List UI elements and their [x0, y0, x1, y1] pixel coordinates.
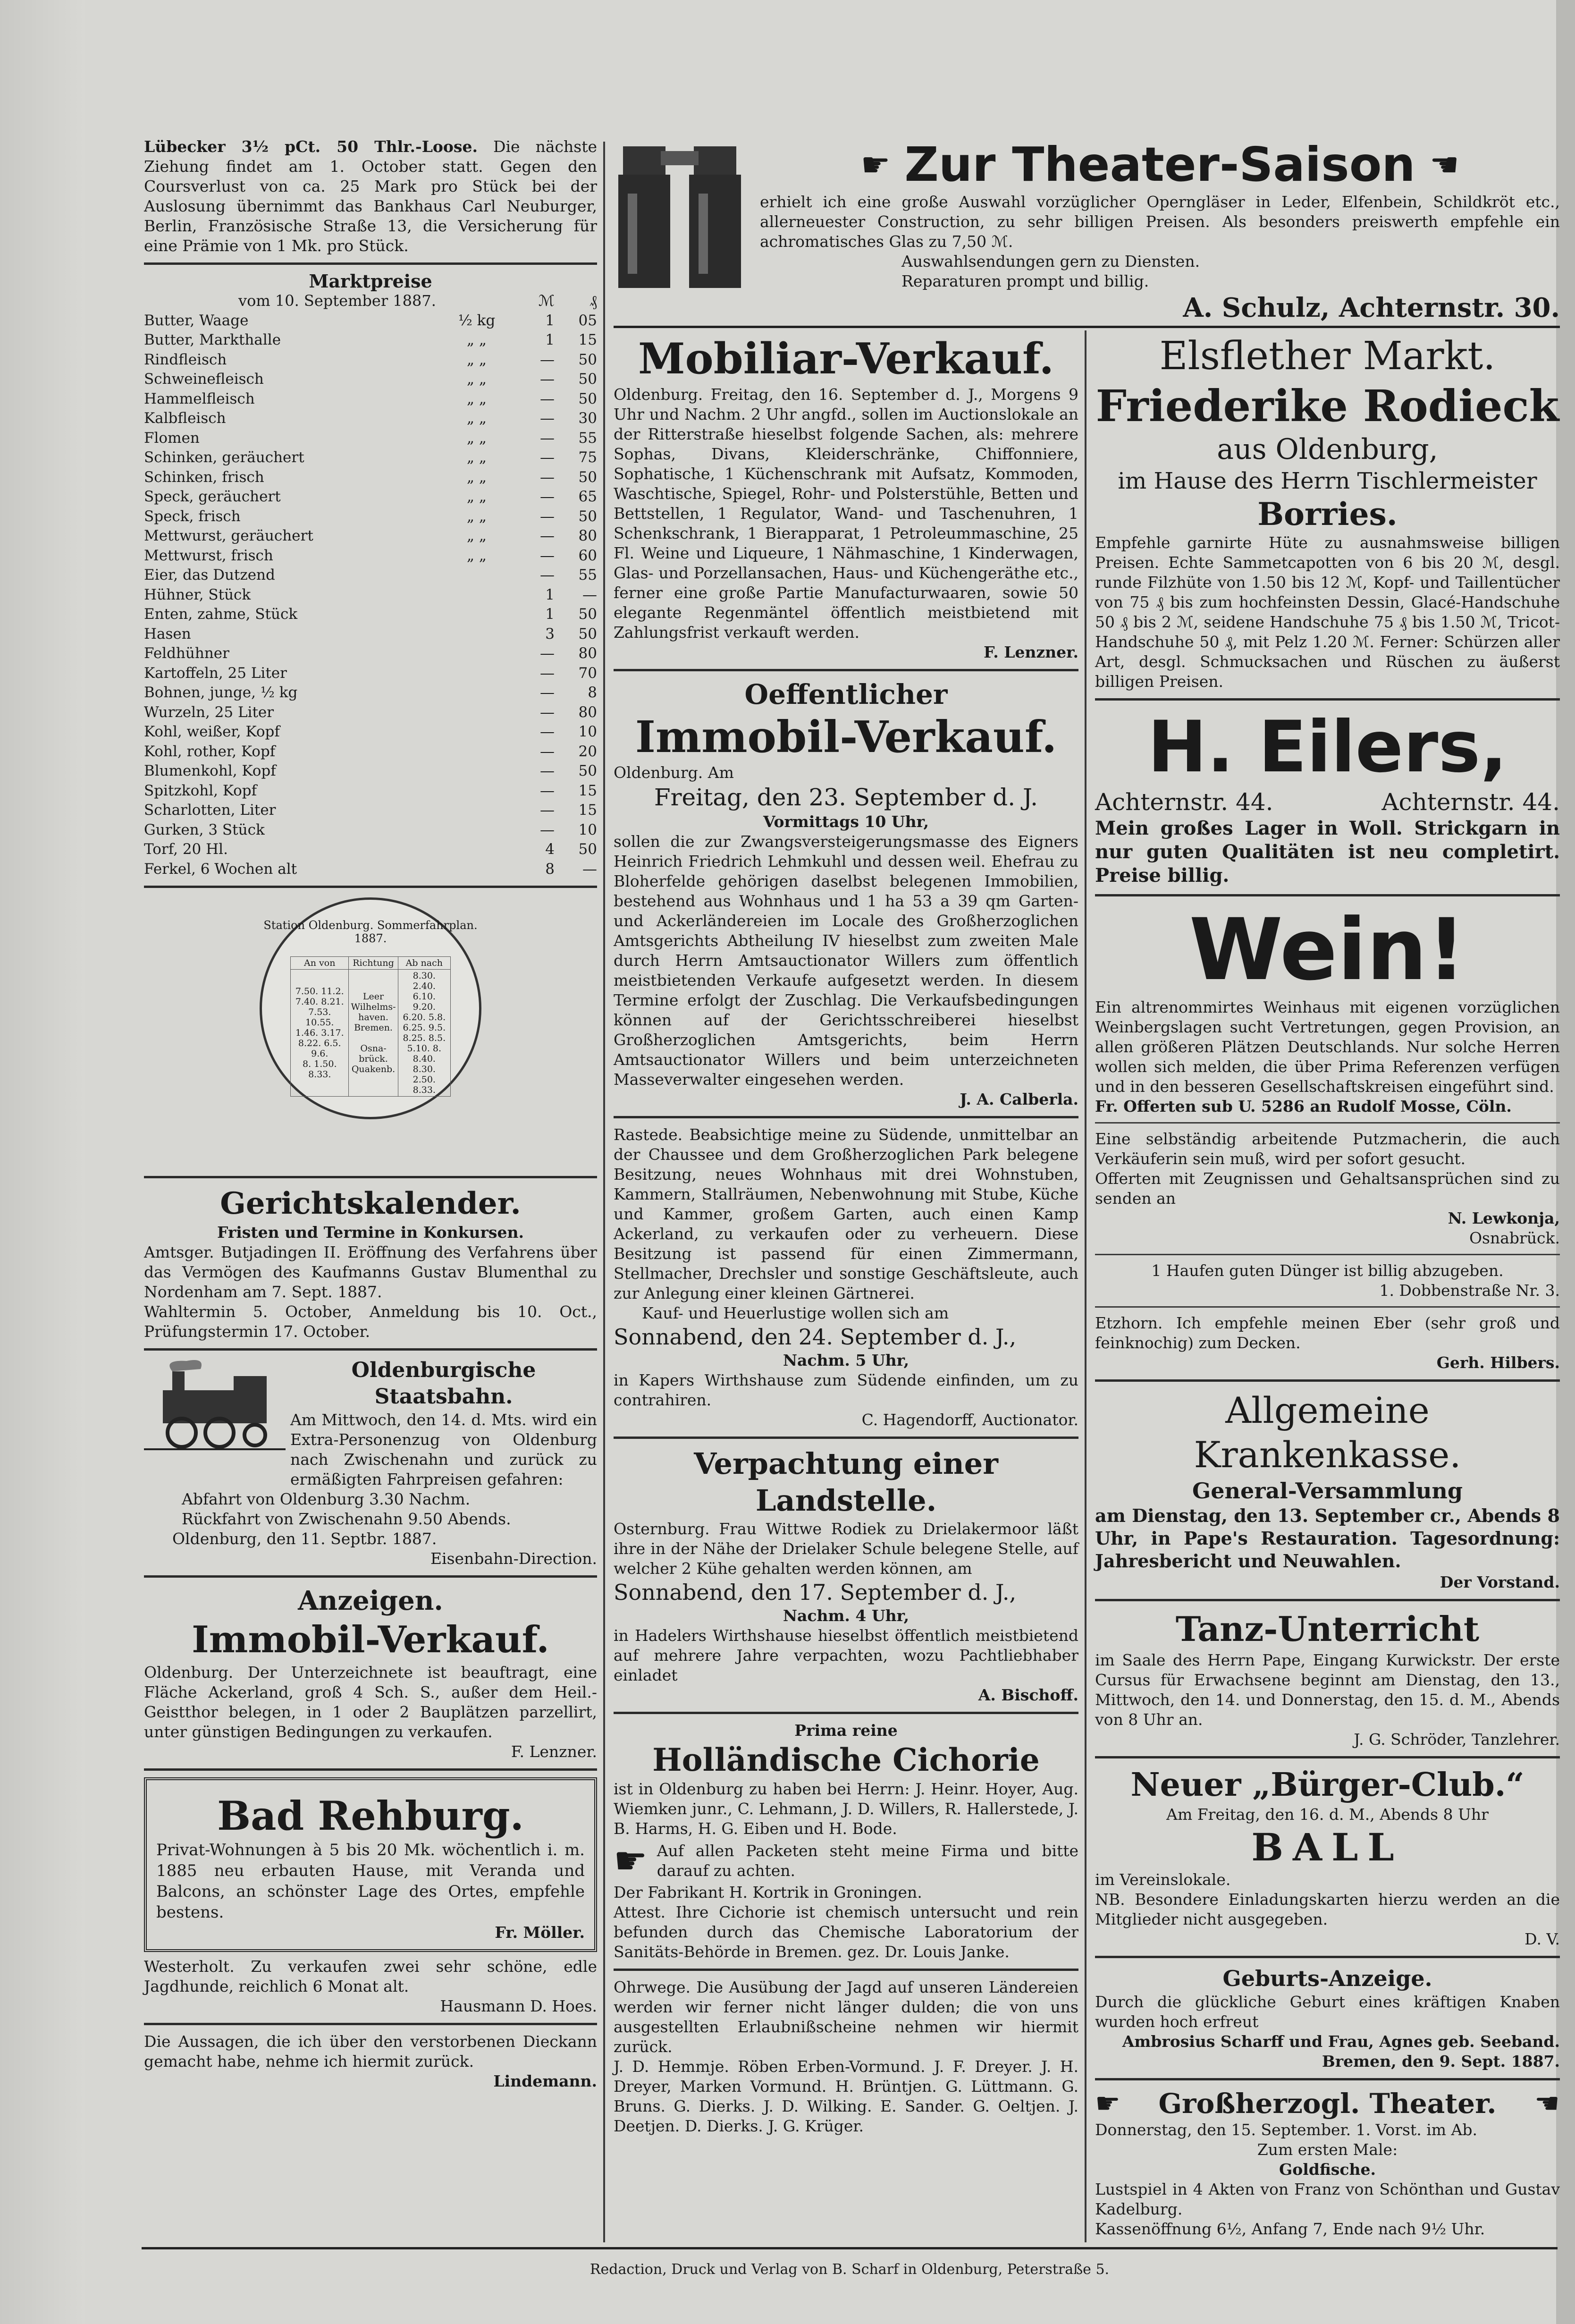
- market-pfennig: 15: [578, 331, 597, 348]
- market-pfennig: —: [582, 860, 597, 878]
- market-mark: —: [540, 390, 555, 407]
- elsfleth-borries: Borries.: [1257, 496, 1398, 532]
- market-pfennig: 75: [578, 449, 597, 466]
- immobil2-time: Vormittags 10 Uhr,: [763, 812, 929, 831]
- market-mark: —: [540, 782, 555, 799]
- divider: [1095, 2078, 1560, 2080]
- market-item: Schinken, frisch: [144, 468, 264, 486]
- mobiliar-signature: F. Lenzner.: [984, 643, 1078, 661]
- market-row: [144, 781, 597, 801]
- landstelle-place: in Hadelers Wirthshause hieselbst öffentlich meistbietend auf mehrere Jahre verpachten, wozu Pachtliebhaber einladet: [614, 1626, 1078, 1684]
- rail-line-1: Abfahrt von Oldenburg 3.30 Nachm.: [182, 1490, 471, 1508]
- market-pfennig: —: [582, 586, 597, 603]
- divider: [1095, 1379, 1560, 1382]
- divider: [1095, 1756, 1560, 1758]
- pointing-hand-icon: ☛: [1429, 145, 1459, 184]
- rastede-text: Rastede. Beabsichtige meine zu Südende, unmittelbar an der Chaussee und dem Großherzoglichen Park belegene Besitzung, neues Wohnhaus mit drei Wohnstuben, Kammern, Stallräumen, Nebenwohnung mit Stube, Küche und Kammer, großem Garten, auch einen Kamp Ackerland, zu verkaufen oder zu verheuern. Diese Besitzung ist passend für einen Zimmermann, Stellmacher, Drechsler und sonstige Geschäftsleute, auch zur Anlegung einer kleinen Gärtnerei.: [614, 1125, 1078, 1302]
- court-text: Amtsger. Butjadingen II. Eröffnung des Verfahrens über das Vermögen des Kaufmanns Gustav Blumenthal zu Nordenham am 7. Sept. 1887.: [144, 1243, 597, 1301]
- column-middle: [614, 333, 1078, 2136]
- market-unit: „ „: [467, 410, 487, 427]
- putz-signature: N. Lewkonja,: [1448, 1209, 1560, 1227]
- opera-glass-line-3: Reparaturen prompt und billig.: [901, 272, 1149, 290]
- pointing-hand-icon: ☛: [860, 145, 891, 184]
- market-pfennig: 10: [578, 821, 597, 838]
- market-unit: ½ kg: [458, 312, 496, 329]
- market-unit: „ „: [467, 527, 487, 544]
- market-item: Rindfleisch: [144, 351, 227, 368]
- market-pfennig: 50: [578, 762, 597, 779]
- landstelle-date: Sonnabend, den 17. September d. J.,: [614, 1580, 1017, 1605]
- kasse-subtitle: General-Versammlung: [1192, 1478, 1463, 1504]
- opera-glass-text: erhielt ich eine große Auswahl vorzüglicher Operngläser in Leder, Elfenbein, Schildkröt etc., allerneuester Construction, zu sehr billigen Preisen. Als besonders preiswerth empfehle ein achromatisches Glas zu 7,50 ℳ.: [760, 193, 1560, 251]
- market-item: Kartoffeln, 25 Liter: [144, 664, 287, 682]
- divider: [614, 1969, 1078, 1971]
- market-pfennig: 50: [578, 351, 597, 368]
- market-item: Schweinefleisch: [144, 371, 264, 388]
- market-mark: —: [540, 429, 555, 447]
- lotto-text: Die nächste Ziehung findet am 1. October statt. Gegen den Coursverlust von ca. 25 Mark pro Stück bei der Auslosung übernimmt das Bankhaus Carl Neuburger, Berlin, Französische Straße 13, die Versicherung für eine Prämie von 1 Mk. pro Stück.: [144, 137, 597, 255]
- aussagen-text: Die Aussagen, die ich über den verstorbenen Dieckann gemacht habe, nehme ich hiermit zurück.: [144, 2032, 597, 2070]
- divider: [614, 669, 1078, 671]
- elsfleth-name: Friederike Rodieck: [1095, 380, 1559, 431]
- pointing-hand-icon: ☛: [1095, 2087, 1120, 2120]
- market-mark: —: [540, 507, 555, 525]
- market-pfennig: 50: [578, 371, 597, 388]
- market-item: Hammelfleisch: [144, 390, 255, 407]
- immobil2-signature: J. A. Calberla.: [960, 1090, 1078, 1108]
- market-header: [144, 291, 597, 311]
- market-pfennig: 15: [578, 802, 597, 819]
- market-item: Blumenkohl, Kopf: [144, 762, 276, 779]
- cichorie-note: [614, 1839, 1078, 1883]
- schedule-head-arrive: An von: [291, 957, 349, 970]
- cichorie-title: Holländische Cichorie: [652, 1741, 1040, 1778]
- lotto-ad: [144, 137, 597, 256]
- market-row: [144, 468, 597, 488]
- pointing-hand-icon: ☛: [614, 1839, 648, 1883]
- market-pfennig: 80: [578, 527, 597, 544]
- market-row: [144, 448, 597, 468]
- immobil2-pre: Oeffentlicher: [744, 678, 948, 710]
- market-mark: —: [540, 684, 555, 701]
- geburt-title: Geburts-Anzeige.: [1222, 1966, 1432, 1991]
- divider: [144, 262, 597, 265]
- market-mark: 3: [545, 625, 555, 642]
- theater-line-1: Donnerstag, den 15. September. 1. Vorst. im Ab.: [1095, 2121, 1477, 2139]
- market-item: Schinken, geräuchert: [144, 449, 304, 466]
- market-row: [144, 625, 597, 644]
- divider: [144, 2023, 597, 2025]
- tanz-signature: J. G. Schröder, Tanzlehrer.: [1354, 1730, 1560, 1749]
- rail-line-2: Rückfahrt von Zwischenahn 9.50 Abends.: [182, 1510, 511, 1528]
- market-item: Wurzeln, 25 Liter: [144, 703, 274, 721]
- elsfleth-title: Elsflether Markt.: [1159, 334, 1496, 379]
- market-row: [144, 311, 597, 331]
- cichorie-line-3: Der Fabrikant H. Kortrik in Groningen.: [614, 1883, 922, 1901]
- market-pfennig: 50: [578, 390, 597, 407]
- market-mark: 1: [545, 606, 555, 623]
- putz-line-2: Offerten mit Zeugnissen und Gehaltsansprüchen sind zu senden an: [1095, 1169, 1560, 1208]
- rehburg-title: Bad Rehburg.: [217, 1792, 524, 1839]
- market-row: [144, 330, 597, 350]
- cichorie-pre: Prima reine: [794, 1721, 898, 1740]
- elsfleth-house: im Hause des Herrn Tischlermeister: [1118, 468, 1537, 494]
- market-row: [144, 664, 597, 684]
- market-item: Spitzkohl, Kopf: [144, 782, 257, 799]
- currency-mark: ℳ: [538, 292, 555, 310]
- ohrwege-text: Ohrwege. Die Ausübung der Jagd auf unseren Ländereien werden wir ferner nicht länger dulden; die von uns ausgestellten Erlaubnißscheine nehmen wir hiermit zurück.: [614, 1978, 1078, 2056]
- rail-text: Am Mittwoch, den 14. d. Mts. wird ein Extra-Personenzug von Oldenburg nach Zwischenahn und zurück zu ermäßigten Fahrpreisen gefahren:: [290, 1411, 597, 1488]
- market-row: [144, 860, 597, 879]
- theater-header: [1095, 2087, 1560, 2120]
- schedule-arrivals: 7.50. 11.2. 7.40. 8.21. 7.53. 10.55. 1.46. 3.17. 8.22. 6.5. 9.6. 8. 1.50. 8.33.: [291, 970, 349, 1097]
- market-item: Eier, das Dutzend: [144, 566, 275, 583]
- rastede-date: Sonnabend, den 24. September d. J.,: [614, 1324, 1017, 1350]
- tanz-text: im Saale des Herrn Pape, Eingang Kurwickstr. Der erste Cursus für Erwachsene beginnt am Dienstag, den 13., Mittwoch, den 14. und Donnerstag, den 15. d. M., Abends von 8 Uhr an.: [1095, 1651, 1560, 1729]
- theater-line-5: Kassenöffnung 6½, Anfang 7, Ende nach 9½ Uhr.: [1095, 2220, 1485, 2238]
- market-row: [144, 840, 597, 860]
- footer-rule: [142, 2247, 1558, 2249]
- wein-text: Ein altrenommirtes Weinhaus mit eigenen vorzüglichen Weinbergslagen sucht Vertretungen, gegen Provision, an allen größeren Plätzen Deutschlands. Nur solche Herren wollen sich melden, die über Prima Referenzen verfügen und in den besseren Gesellschaftskreisen eingeführt sind.: [1095, 998, 1560, 1096]
- divider: [1095, 698, 1560, 701]
- market-row: [144, 350, 597, 370]
- immobil2-title: Immobil-Verkauf.: [635, 711, 1057, 762]
- market-row: [144, 585, 597, 605]
- landstelle-signature: A. Bischoff.: [978, 1686, 1078, 1704]
- opera-glass-line-2: Auswahlsendungen gern zu Diensten.: [901, 252, 1200, 270]
- market-item: Enten, zahme, Stück: [144, 606, 298, 623]
- theater-play: Goldfische.: [1279, 2160, 1376, 2179]
- court-text-2: Wahltermin 5. October, Anmeldung bis 10. Oct., Prüfungstermin 17. October.: [144, 1302, 597, 1341]
- market-item: Scharlotten, Liter: [144, 802, 276, 819]
- geburt-text: Durch die glückliche Geburt eines kräftigen Knaben wurden hoch erfreut: [1095, 1993, 1560, 2031]
- market-mark: —: [540, 664, 555, 682]
- duenger-text: 1 Haufen guten Dünger ist billig abzugeben.: [1151, 1261, 1504, 1280]
- market-date: vom 10. September 1887.: [238, 292, 436, 310]
- divider: [144, 1575, 597, 1578]
- rehburg-signature: Fr. Möller.: [495, 1923, 585, 1942]
- market-pfennig: 70: [578, 664, 597, 682]
- geburt-names: Ambrosius Scharff und Frau, Agnes geb. Seeband.: [1122, 2032, 1560, 2051]
- market-unit: „ „: [467, 371, 487, 388]
- kasse-title: Allgemeine Krankenkasse.: [1194, 1389, 1461, 1476]
- wein-offer: Fr. Offerten sub U. 5286 an Rudolf Mosse, Cöln.: [1095, 1097, 1512, 1116]
- cichorie-text: ist in Oldenburg zu haben bei Herrn: J. Heinr. Hoyer, Aug. Wiemken junr., C. Lehmann, J. D. Willers, R. Hallerstede, J. B. Harms, H. G. Eiben und H. Bode.: [614, 1780, 1078, 1838]
- buerger-ball: BALL: [1251, 1825, 1404, 1869]
- market-unit: „ „: [467, 468, 487, 486]
- market-row: [144, 703, 597, 723]
- currency-pfennig: ₰: [590, 292, 597, 310]
- divider: [1095, 1956, 1560, 1958]
- landstelle-title: Verpachtung einer Landstelle.: [694, 1446, 998, 1518]
- divider: [1095, 1599, 1560, 1601]
- rehburg-ad: [144, 1777, 597, 1952]
- schedule-directions: Leer Wilhelms- haven. Bremen. Osna- brück. Quakenb.: [349, 970, 398, 1097]
- market-row: [144, 507, 597, 527]
- market-unit: „ „: [467, 429, 487, 447]
- pointing-hand-icon: ☛: [1534, 2087, 1560, 2120]
- market-mark: —: [540, 488, 555, 505]
- rastede-signature: C. Hagendorff, Auctionator.: [861, 1411, 1078, 1429]
- market-row: [144, 566, 597, 585]
- geburt-signature: Bremen, den 9. Sept. 1887.: [1322, 2052, 1560, 2070]
- column-right: [1095, 333, 1560, 2239]
- market-pfennig: 50: [578, 625, 597, 642]
- market-item: Kalbfleisch: [144, 410, 226, 427]
- rail-ad: [144, 1357, 597, 1489]
- market-price-list: [144, 311, 597, 879]
- market-item: Speck, frisch: [144, 507, 241, 525]
- market-pfennig: 10: [578, 723, 597, 740]
- market-unit: „ „: [467, 488, 487, 505]
- divider: [144, 1348, 597, 1351]
- page-spine-shadow: [0, 0, 85, 2324]
- opera-glass-title: Zur Theater-Saison: [904, 137, 1415, 192]
- market-mark: —: [540, 527, 555, 544]
- market-item: Butter, Waage: [144, 312, 249, 329]
- train-schedule-seal: [260, 897, 481, 1119]
- market-unit: „ „: [467, 331, 487, 348]
- schedule-title: Station Oldenburg. Sommerfahrplan. 1887.: [263, 919, 478, 945]
- buerger-signature: D. V.: [1524, 1930, 1560, 1948]
- duenger-signature: 1. Dobbenstraße Nr. 3.: [1379, 1281, 1560, 1300]
- market-mark: 1: [545, 331, 555, 348]
- market-mark: —: [540, 703, 555, 721]
- ads-heading: Immobil-Verkauf.: [192, 1618, 549, 1661]
- market-mark: —: [540, 351, 555, 368]
- theater-title: Großherzogl. Theater.: [1158, 2087, 1497, 2120]
- mobiliar-text: Oldenburg. Freitag, den 16. September d. J., Morgens 9 Uhr und Nachm. 2 Uhr angfd., sollen im Auctionslokale an der Ritterstraße hieselbst folgende Sachen, als: mehrere Sophas, Divans, Kleiderschränke, Chiffonniere, Sophatische, 1 Küchenschrank mit Aufsatz, Kommoden, Waschtische, Spiegel, Rohr- und Polsterstühle, Betten und Bettstellen, 1 Regulator, Wand- und Taschenuhren, 1 Schenkschrank, 1 Bierapparat, 1 Petroleummaschine, 25 Fl. Weine und Liqueure, 1 Nähmaschine, 1 Kinderwagen, Glas- und Porzellansachen, Haus- und Küchengeräthe etc., ferner eine große Partie Manufacturwaaren, sowie 50 elegante Regenmäntel öffentlich meistbietend mit Zahlungsfrist verkauft werden.: [614, 385, 1078, 642]
- theater-line-2: Zum ersten Male:: [1257, 2140, 1398, 2159]
- divider: [144, 1768, 597, 1771]
- ohrwege-names: J. D. Hemmje. Röben Erben-Vormund. J. F. Dreyer. J. H. Dreyer, Marken Vormund. H. Brüntjen. G. Lüttmann. G. Bruns. G. Dierks. J. D. Wilking. E. Sander. G. Oeltjen. J. Deetjen. D. Dierks. J. G. Krüger.: [614, 2057, 1078, 2135]
- market-pfennig: 55: [578, 429, 597, 447]
- rail-signature: Eisenbahn-Direction.: [430, 1549, 597, 1568]
- market-unit: „ „: [467, 449, 487, 466]
- market-row: [144, 820, 597, 840]
- divider: [1095, 1306, 1560, 1308]
- column-left: [144, 137, 597, 2091]
- market-pfennig: 05: [578, 312, 597, 329]
- column-divider: [1085, 330, 1086, 2242]
- rastede-place: in Kapers Wirthshause zum Südende einfinden, um zu contrahiren.: [614, 1371, 1078, 1409]
- market-row: [144, 742, 597, 762]
- eilers-text: Mein großes Lager in Woll. Strickgarn in nur guten Qualitäten ist neu completirt. Preise billig.: [1095, 817, 1560, 887]
- divider: [1095, 1122, 1560, 1124]
- market-unit: „ „: [467, 507, 487, 525]
- market-unit: „ „: [467, 351, 487, 368]
- market-pfennig: 80: [578, 703, 597, 721]
- market-pfennig: 8: [588, 684, 597, 701]
- market-pfennig: 20: [578, 743, 597, 760]
- market-mark: —: [540, 547, 555, 564]
- elsfleth-text: Empfehle garnirte Hüte zu ausnahmsweise billigen Preisen. Echte Sammetcapotten von 6 bis 20 ℳ, desgl. runde Filzhüte von 1.50 bis 12 ℳ, Kopf- und Taillentücher von 75 ₰ bis zum hochfeinsten Dessin, Glacé-Handschuhe 50 ₰ bis 2 ℳ, seidene Handschuhe 75 ₰ bis 1.50 ℳ, Tricot-Handschuhe 50 ₰, mit Pelz 1.20 ℳ. Ferner: Schürzen aller Art, desgl. Schmucksachen und Rüschen zu äußerst billigen Preisen.: [1095, 533, 1560, 691]
- divider: [1095, 894, 1560, 896]
- market-mark: —: [540, 371, 555, 388]
- schedule-head-depart: Ab nach: [398, 957, 450, 970]
- westerholt-signature: Hausmann D. Hoes.: [440, 1997, 597, 2015]
- market-item: Bohnen, junge, ½ kg: [144, 684, 298, 701]
- landstelle-text: Osternburg. Frau Wittwe Rodiek zu Drielakermoor läßt ihre in der Nähe der Drielaker Schule belegene Stelle, auf welcher 2 Kühe gehalten werden können, am: [614, 1520, 1078, 1578]
- column-divider: [603, 142, 605, 2242]
- etzhorn-text: Etzhorn. Ich empfehle meinen Eber (sehr groß und feinknochig) zum Decken.: [1095, 1314, 1560, 1352]
- schedule-departures: 8.30. 2.40. 6.10. 9.20. 6.20. 5.8. 6.25. 9.5. 8.25. 8.5. 5.10. 8. 8.40. 8.30. 2.50. 8.33.: [398, 970, 450, 1097]
- market-row: [144, 389, 597, 409]
- divider: [614, 1437, 1078, 1439]
- market-item: Speck, geräuchert: [144, 488, 281, 505]
- footer-imprint: Redaction, Druck und Verlag von B. Scharf in Oldenburg, Peterstraße 5.: [590, 2261, 1110, 2278]
- ads-signature: F. Lenzner.: [511, 1742, 597, 1761]
- market-pfennig: 80: [578, 645, 597, 662]
- eilers-title: H. Eilers,: [1147, 706, 1508, 788]
- market-item: Kohl, rother, Kopf: [144, 743, 276, 760]
- market-mark: —: [540, 410, 555, 427]
- market-mark: —: [540, 762, 555, 779]
- market-row: [144, 605, 597, 625]
- market-mark: —: [540, 468, 555, 486]
- divider: [614, 1712, 1078, 1714]
- cichorie-attest: Attest. Ihre Cichorie ist chemisch untersucht und rein befunden durch das Chemische Laboratorium der Sanitäts-Behörde in Bremen. gez. Dr. Louis Janke.: [614, 1903, 1078, 1961]
- court-title: Gerichtskalender.: [220, 1186, 521, 1221]
- market-pfennig: 50: [578, 468, 597, 486]
- market-mark: —: [540, 645, 555, 662]
- market-row: [144, 722, 597, 742]
- market-pfennig: 50: [578, 606, 597, 623]
- wein-title: Wein!: [1189, 901, 1466, 999]
- market-item: Hasen: [144, 625, 191, 642]
- cichorie-line-2: Auf allen Packeten steht meine Firma und bitte darauf zu achten.: [657, 1841, 1078, 1880]
- market-mark: 1: [545, 312, 555, 329]
- opera-glass-ad: [614, 137, 1560, 326]
- market-mark: 1: [545, 586, 555, 603]
- market-row: [144, 801, 597, 820]
- tanz-title: Tanz-Unterricht: [1175, 1609, 1480, 1649]
- market-item: Butter, Markthalle: [144, 331, 281, 348]
- eilers-address: [1095, 787, 1560, 817]
- immobil2-date: Freitag, den 23. September d. J.: [654, 784, 1038, 811]
- westerholt-text: Westerholt. Zu verkaufen zwei sehr schöne, edle Jagdhunde, reichlich 6 Monat alt.: [144, 1957, 597, 1995]
- market-item: Torf, 20 Hl.: [144, 841, 228, 858]
- divider: [614, 1116, 1078, 1118]
- rastede-line-1: Kauf- und Heuerlustige wollen sich am: [642, 1304, 949, 1322]
- market-mark: —: [540, 802, 555, 819]
- market-item: Kohl, weißer, Kopf: [144, 723, 280, 740]
- kasse-text: am Dienstag, den 13. September cr., Abends 8 Uhr, in Pape's Restauration. Tagesordnung: Jahresbericht und Neuwahlen.: [1095, 1505, 1560, 1572]
- market-item: Ferkel, 6 Wochen alt: [144, 860, 297, 878]
- market-unit: „ „: [467, 547, 487, 564]
- market-item: Flomen: [144, 429, 200, 447]
- market-item: Feldhühner: [144, 645, 229, 662]
- theater-line-4: Lustspiel in 4 Akten von Franz von Schönthan und Gustav Kadelburg.: [1095, 2180, 1560, 2218]
- locomotive-icon: [144, 1357, 286, 1452]
- binoculars-icon: [614, 137, 746, 293]
- divider: [614, 326, 1560, 328]
- putz-text: Eine selbständig arbeitende Putzmacherin, die auch Verkäuferin sein muß, wird per sofort gesucht.: [1095, 1130, 1560, 1168]
- divider: [1095, 1254, 1560, 1255]
- market-row: [144, 487, 597, 507]
- market-item: Mettwurst, frisch: [144, 547, 273, 564]
- ads-title: Anzeigen.: [298, 1585, 443, 1616]
- market-mark: 4: [545, 841, 555, 858]
- eilers-address-1: Achternstr. 44.: [1095, 788, 1273, 816]
- rail-line-3: Oldenburg, den 11. Septbr. 1887.: [172, 1530, 437, 1548]
- kasse-signature: Der Vorstand.: [1440, 1573, 1560, 1591]
- immobil2-text: sollen die zur Zwangsversteigerungsmasse des Eigners Heinrich Friedrich Lehmkuhl und dessen weil. Ehefrau zu Bloherfelde gehörigen daselbst belegenen Immobilien, bestehend aus Wohnhaus und 1 ha 53 a 39 qm Garten- und Ackerländereien im Locale des Großherzoglichen Amtsgerichts Abtheilung IV hieselbst zum zweiten Male durch Herrn Amtsauctionator Willers zum öffentlich meistbietenden Verkaufe aufgesetzt werden. In diesem Termine erfolgt der Zuschlag. Die Verkaufsbedingungen können auf der Gerichtsschreiberei hieselbst Großherzoglichen Amtsgerichts, beim Herrn Amtsauctionator Willers und beim unterzeichneten Masseverwalter eingesehen werden.: [614, 832, 1078, 1089]
- market-pfennig: 65: [578, 488, 597, 505]
- ads-text: Oldenburg. Der Unterzeichnete ist beauftragt, eine Fläche Ackerland, groß 4 Sch. S., außer dem Heil.-Geistthor belegen, in 1 oder 2 Bauplätzen parzellirt, unter günstigen Bedingungen zu verkaufen.: [144, 1663, 597, 1741]
- market-item: Gurken, 3 Stück: [144, 821, 265, 838]
- market-row: [144, 370, 597, 389]
- market-row: [144, 546, 597, 566]
- schedule-head-direction: Richtung: [349, 957, 398, 970]
- rail-title: Oldenburgische Staatsbahn.: [351, 1358, 536, 1409]
- market-pfennig: 50: [578, 841, 597, 858]
- market-item: Hühner, Stück: [144, 586, 251, 603]
- market-item: Mettwurst, geräuchert: [144, 527, 313, 544]
- landstelle-time: Nachm. 4 Uhr,: [783, 1606, 910, 1625]
- market-pfennig: 60: [578, 547, 597, 564]
- market-mark: —: [540, 566, 555, 583]
- aussagen-signature: Lindemann.: [493, 2072, 597, 2090]
- market-row: [144, 644, 597, 664]
- rehburg-text: Privat-Wohnungen à 5 bis 20 Mk. wöchentlich i. m. 1885 neu erbauten Hause, mit Veranda und Balcons, an schönster Lage des Ortes, empfehle bestens.: [156, 1841, 585, 1922]
- buerger-title: Neuer „Bürger-Club.“: [1130, 1766, 1524, 1804]
- lotto-heading: Lübecker 3½ pCt. 50 Thlr.-Loose.: [144, 137, 478, 156]
- market-pfennig: 55: [578, 566, 597, 583]
- immobil2-line-1: Oldenburg. Am: [614, 763, 734, 782]
- market-row: [144, 761, 597, 781]
- market-row: [144, 683, 597, 703]
- market-pfennig: 50: [578, 507, 597, 525]
- buerger-line-2: im Vereinslokale.: [1095, 1870, 1231, 1889]
- market-mark: —: [540, 449, 555, 466]
- market-title: Marktpreise: [309, 270, 432, 292]
- court-subtitle: Fristen und Termine in Konkursen.: [217, 1223, 524, 1242]
- etzhorn-signature: Gerh. Hilbers.: [1436, 1353, 1560, 1372]
- schedule-table: [290, 956, 451, 1097]
- opera-glass-signature: A. Schulz, Achternstr. 30.: [1183, 292, 1560, 323]
- buerger-text: NB. Besondere Einladungskarten hierzu werden an die Mitglieder nicht ausgegeben.: [1095, 1890, 1560, 1928]
- putz-city: Osnabrück.: [1469, 1229, 1560, 1247]
- market-row: [144, 409, 597, 429]
- eilers-address-2: Achternstr. 44.: [1381, 788, 1560, 816]
- market-mark: 8: [545, 860, 555, 878]
- divider: [144, 886, 597, 888]
- divider: [144, 1176, 597, 1178]
- market-mark: —: [540, 723, 555, 740]
- market-mark: —: [540, 743, 555, 760]
- elsfleth-origin: aus Oldenburg,: [1217, 433, 1438, 466]
- market-row: [144, 526, 597, 546]
- market-row: [144, 429, 597, 448]
- market-mark: —: [540, 821, 555, 838]
- market-unit: „ „: [467, 390, 487, 407]
- mobiliar-title: Mobiliar-Verkauf.: [638, 334, 1054, 384]
- market-pfennig: 30: [578, 410, 597, 427]
- buerger-line-1: Am Freitag, den 16. d. M., Abends 8 Uhr: [1166, 1805, 1489, 1824]
- rastede-time: Nachm. 5 Uhr,: [783, 1351, 910, 1369]
- market-pfennig: 15: [578, 782, 597, 799]
